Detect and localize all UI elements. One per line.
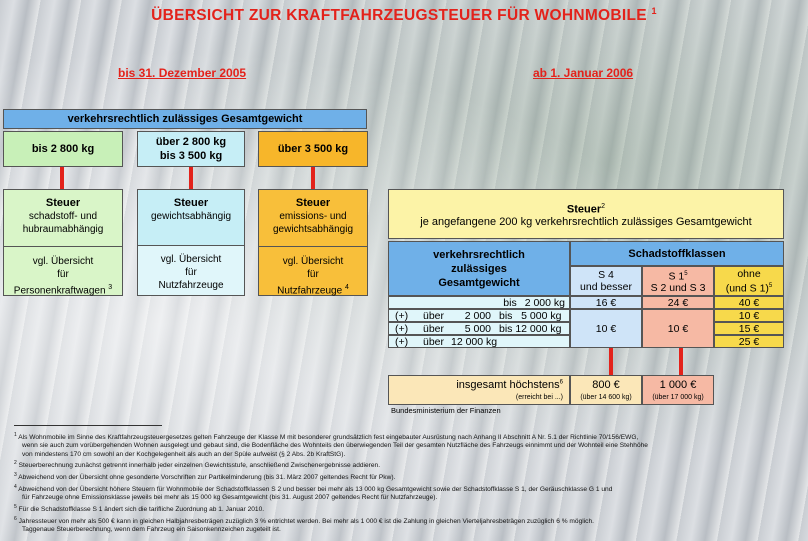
max-value-s4: 800 € (über 14 600 kg)	[570, 375, 642, 405]
connector	[60, 167, 64, 189]
merged-cell-s4: 10 €	[570, 309, 642, 348]
right-weight-header: verkehrsrechtlich zulässiges Gesamtgewicht	[388, 241, 570, 296]
table-cell: 15 €	[714, 322, 784, 335]
footnote-5: $^5$ Für die Schadstoffklasse S 1 ändert sich die tarifliche Zuordnung ab 1. Januar 2010.	[14, 504, 265, 514]
period-right: ab 1. Januar 2006	[533, 66, 634, 80]
class-s1-s2-s3: S $1^5$ S 2 und S 3	[642, 266, 714, 296]
class-ohne: ohne (und S 1)$^5$	[714, 266, 784, 296]
connector	[679, 348, 683, 375]
weight-col-2: über 2 800 kg bis 3 500 kg	[137, 131, 245, 167]
tax-box-col-2	[137, 189, 245, 296]
weight-col-1: bis 2 800 kg	[3, 131, 123, 167]
table-cell: 10 €	[714, 309, 784, 322]
tax-title: Steuer	[173, 197, 209, 209]
table-row: bis 2 000 kg	[388, 296, 570, 309]
left-weight-header: verkehrsrechtlich zulässiges Gesamtgewicht	[3, 109, 367, 129]
tax-box-col-3	[258, 189, 368, 296]
steuer-box: Steuer$^2$ je angefangene 200 kg verkehrsrechtlich zulässiges Gesamtgewicht	[388, 189, 784, 239]
steuer-desc: je angefangene 200 kg verkehrsrechtlich zulässiges Gesamtgewicht	[420, 216, 752, 229]
table-cell: 25 €	[714, 335, 784, 348]
class-s4: S 4 und besser	[570, 266, 642, 296]
connector	[609, 348, 613, 375]
ref-block: vgl. Übersicht für Nutzfahrzeuge $^4$	[259, 246, 367, 297]
merged-cell-s1: 10 €	[642, 309, 714, 348]
tax-title: Steuer	[45, 197, 81, 209]
period-left: bis 31. Dezember 2005	[118, 66, 247, 80]
page-title: ÜBERSICHT ZUR KRAFTFAHRZEUGSTEUER FÜR WOHNMOBILE $^1$	[151, 6, 657, 25]
ref-block: vgl. Übersicht für Nutzfahrzeuge	[138, 245, 244, 295]
tax-desc: schadstoff- und hubraumabhängig	[22, 211, 104, 235]
table-cell: 16 €	[570, 296, 642, 309]
tax-title: Steuer	[295, 197, 331, 209]
table-cell: 24 €	[642, 296, 714, 309]
classes-header: Schadstoffklassen	[570, 241, 784, 266]
ref-block: vgl. Übersicht für Personenkraftwagen $^3$	[4, 246, 122, 297]
max-value-s1: 1 000 € (über 17 000 kg)	[642, 375, 714, 405]
footnote-divider	[14, 425, 162, 426]
table-row: (+) über 5 000 bis 12 000 kg	[388, 322, 570, 335]
tax-desc: emissions- und gewichtsabhängig	[272, 211, 354, 235]
footnote-1: $^1$ Als Wohnmobile im Sinne des Kraftfahrzeugsteuergesetzes gelten Fahrzeuge der Klasse M mit besonderer grundsätzlich fest eingebauter Ausrüstung nach Anhang II Abschnitt A Nr. 5.1 der Richtlinie 70/156/EWG, wenn sie auch zum vorübergehenden Wohnen ausgelegt und gebaut sind, die Bodenfläche des Wohnteils den überwiegenden Teil der gesamten Nutzfläche des Fahrzeugs einnimmt und der Wohnteil eine Stehhöhe von mindestens 170 cm sowohl an der Kochgelegenheit als auch an der Spüle aufweist (§ 2 Abs. 2b KraftStG).	[14, 432, 648, 458]
max-label-box: insgesamt höchstens$^6$ (erreicht bei ...)	[388, 375, 570, 405]
table-row: (+) über 12 000 kg	[388, 335, 570, 348]
footnote-2: $^2$ Steuerberechnung zunächst getrennt innerhalb jeder einzelnen Gewichtsstufe, anschließend Zwischenergebnisse addieren.	[14, 460, 381, 470]
weight-col-3: über 3 500 kg	[258, 131, 368, 167]
connector	[189, 167, 193, 189]
table-row: (+) über 2 000 bis 5 000 kg	[388, 309, 570, 322]
table-cell: 40 €	[714, 296, 784, 309]
footnote-6: $^6$ Jahressteuer von mehr als 500 € kann in gleichen Halbjahresbeträgen zuzüglich 3 % entrichtet werden. Bei mehr als 1 000 € ist die Zahlung in gleichen Vierteljahresbeträgen zuzüglich 6 % möglich. Taggenaue Steuerberechnung, wenn dem Fahrzeug ein Saisonkennzeichen zugeteilt ist.	[14, 516, 594, 534]
title-footnote-ref: 1	[651, 6, 657, 16]
tax-box-col-1	[3, 189, 123, 296]
footnote-3: $^3$ Abweichend von der Übersicht ohne gesonderte Vorschriften zur Partikelminderung (bis 31. März 2007 geltendes Recht für Pkw).	[14, 472, 396, 482]
source-label: Bundesministerium der Finanzen	[391, 406, 501, 415]
tax-desc: gewichtsabhängig	[150, 211, 232, 222]
footnote-4: $^4$ Abweichend von der Übersicht höhere Steuern für Wohnmobile der Schadstoffklassen S 2 und besser bei mehr als 13 000 kg Gesamtgewicht sowie der Schadstoffklasse S 1, der Geräuschklasse G 1 und für Fahrzeuge ohne Emissionsklasse jeweils bei mehr als 15 000 kg Gesamtgewicht (bis 31. August 2007 geltendes Recht für Nutzfahrzeuge).	[14, 484, 613, 502]
connector	[311, 167, 315, 189]
